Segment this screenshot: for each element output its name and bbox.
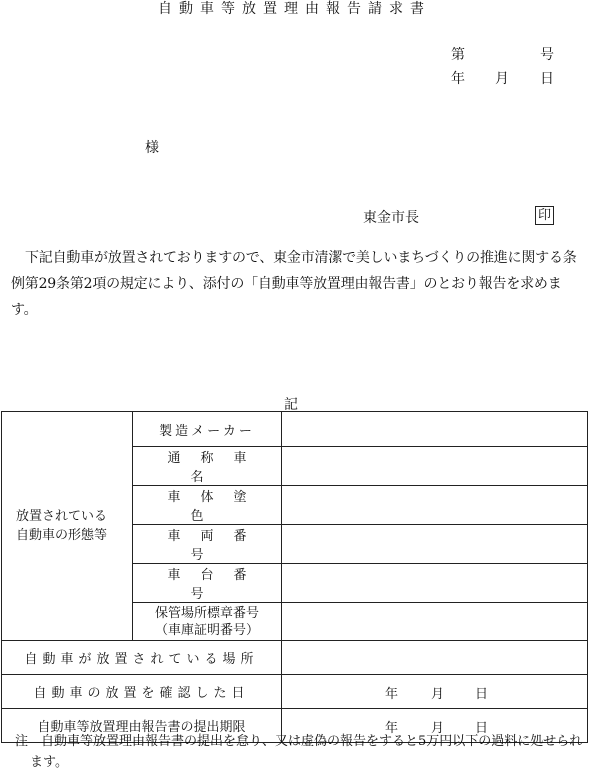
- field-confirm-date[interactable]: [282, 675, 588, 709]
- field-place[interactable]: [282, 641, 588, 675]
- table-row: [2, 675, 588, 709]
- field-maker[interactable]: [282, 412, 588, 447]
- deadline-year-label: 年: [385, 721, 399, 736]
- penalty-note: 注 自動車等放置理由報告書の提出を怠り、又は虚偽の報告をすると5万円以下の過料に処せられます。: [15, 734, 583, 770]
- row-label-place: 自動車が放置されている場所: [2, 641, 282, 675]
- date-month-label: 月: [495, 71, 509, 87]
- deadline-day-label: 日: [475, 721, 489, 736]
- confirm-day-label: 日: [475, 687, 489, 702]
- table-row: [2, 641, 588, 675]
- document-title: 自動車等放置理由報告請求書: [158, 1, 431, 17]
- row-label-parking-sticker: 保管場所標章番号 （車庫証明番号）: [133, 603, 282, 641]
- date-year-label: 年: [451, 71, 465, 87]
- date-day-label: 日: [540, 71, 554, 87]
- field-chassis-number[interactable]: [282, 564, 588, 603]
- row-label-maker: 製造メーカー: [133, 412, 282, 447]
- row-label-common-name: 通称車名: [133, 447, 282, 486]
- confirm-year-label: 年: [385, 687, 399, 702]
- field-parking-sticker[interactable]: [282, 603, 588, 641]
- row-label-body-color: 車体塗色: [133, 486, 282, 525]
- ki-heading: 記: [284, 397, 298, 413]
- document-number-prefix: 第: [451, 47, 465, 63]
- document-number-suffix: 号: [540, 47, 554, 63]
- request-body-text: 下記自動車が放置されておりますので、東金市清潔で美しいまちづくりの推進に関する条例第29条第2項の規定により、添付の「自動車等放置理由報告書」のとおり報告を求めます。: [11, 250, 577, 318]
- confirm-month-label: 月: [431, 687, 445, 702]
- field-body-color[interactable]: [282, 486, 588, 525]
- field-common-name[interactable]: [282, 447, 588, 486]
- row-label-vehicle-number: 車両番号: [133, 525, 282, 564]
- deadline-month-label: 月: [431, 721, 445, 736]
- table-row: [2, 412, 588, 447]
- vehicle-info-table: [1, 411, 588, 743]
- addressee-suffix: 様: [145, 140, 159, 156]
- vehicle-form-group-label: [2, 412, 133, 641]
- group-label-text: 放置されている 自動車の形態等: [16, 509, 108, 543]
- field-vehicle-number[interactable]: [282, 525, 588, 564]
- issuer-name: 東金市長: [363, 210, 419, 226]
- seal-stamp-box: 印: [535, 206, 554, 225]
- row-label-deadline: 自動車等放置理由報告書の提出期限: [2, 709, 282, 743]
- row-label-chassis-number: 車台番号: [133, 564, 282, 603]
- row-label-confirm-date: 自動車の放置を確認した日: [2, 675, 282, 709]
